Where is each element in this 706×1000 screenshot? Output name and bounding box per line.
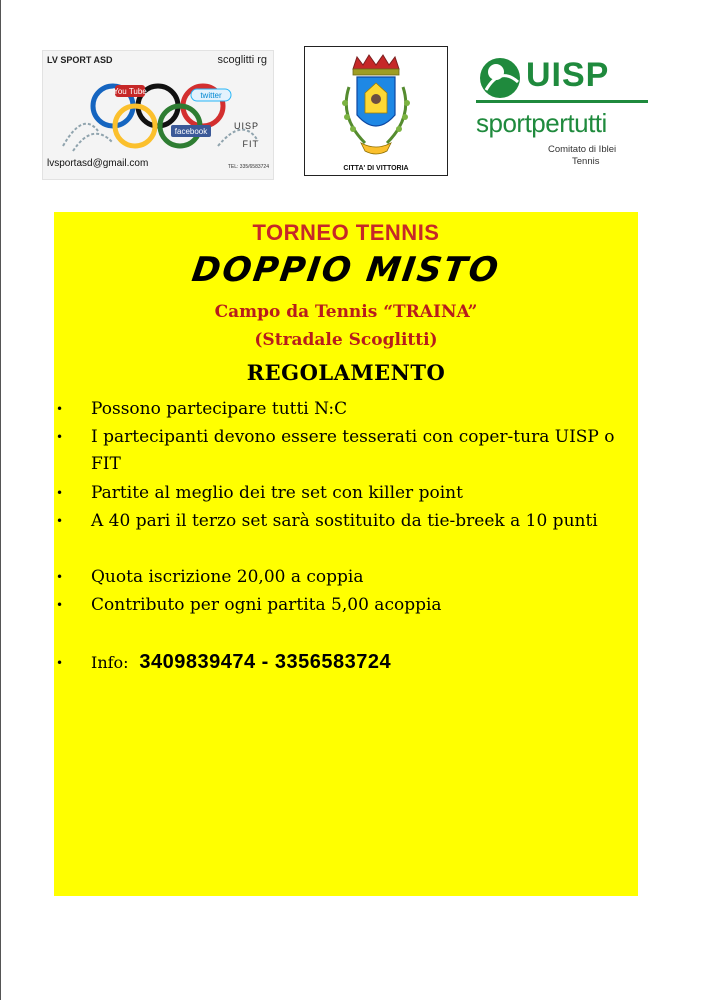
svg-text:twitter: twitter	[200, 91, 222, 100]
svg-text:You Tube: You Tube	[113, 87, 147, 96]
uisp-tagline: sportpertutti	[476, 108, 607, 138]
crest-emblem-icon	[305, 47, 447, 175]
vittoria-crest-logo	[304, 46, 448, 176]
lv-sport-uisp: UISP	[233, 121, 259, 131]
venue-line-2: (Stradale Scoglitti)	[254, 330, 438, 350]
lv-sport-logo	[42, 50, 274, 180]
lv-sport-name: LV SPORT ASD	[47, 55, 113, 65]
bullet-icon: •	[56, 486, 64, 500]
uisp-sport: Tennis	[572, 156, 600, 167]
uisp-brand: UISP	[526, 56, 610, 94]
lv-sport-tel: TEL: 335/6583724	[227, 164, 269, 170]
rule-text: Possono partecipare tutti N:C	[91, 399, 348, 419]
page-left-edge	[0, 0, 1, 1000]
bullet-icon: •	[56, 656, 64, 670]
flyer-subtitle: DOPPIO MISTO	[189, 250, 503, 290]
svg-text:facebook: facebook	[174, 127, 208, 136]
bullet-icon: •	[56, 570, 64, 584]
tournament-flyer	[54, 212, 638, 896]
rules-heading: REGOLAMENTO	[246, 360, 446, 385]
rule-text: Partite al meglio dei tre set con killer point	[91, 483, 463, 503]
venue-line-1: Campo da Tennis “TRAINA”	[214, 302, 478, 322]
bullet-icon: •	[56, 430, 64, 444]
bullet-icon: •	[56, 402, 64, 416]
rule-text: Quota iscrizione 20,00 a coppia	[91, 567, 364, 587]
uisp-committee: Comitato di Iblei	[548, 144, 617, 155]
info-line	[91, 650, 621, 677]
info-label: Info:	[91, 653, 129, 672]
info-phone-numbers: 3409839474 - 3356583724	[139, 651, 392, 673]
rule-text: Contributo per ogni partita 5,00 acoppia	[91, 595, 442, 615]
bullet-icon: •	[56, 598, 64, 612]
uisp-logo	[474, 52, 654, 172]
rule-text: A 40 pari il terzo set sarà sostituito da tie-breek a 10 punti	[91, 511, 598, 531]
lv-sport-fit: FIT	[242, 139, 259, 149]
lv-sport-location: scoglitti rg	[217, 54, 267, 66]
vittoria-caption: CITTA' DI VITTORIA	[343, 165, 409, 172]
rule-text: I partecipanti devono essere tesserati con coper-tura UISP o FIT	[91, 427, 615, 474]
bullet-icon: •	[56, 514, 64, 528]
lv-sport-email: lvsportasd@gmail.com	[47, 158, 149, 169]
flyer-title: TORNEO TENNIS	[252, 220, 440, 245]
